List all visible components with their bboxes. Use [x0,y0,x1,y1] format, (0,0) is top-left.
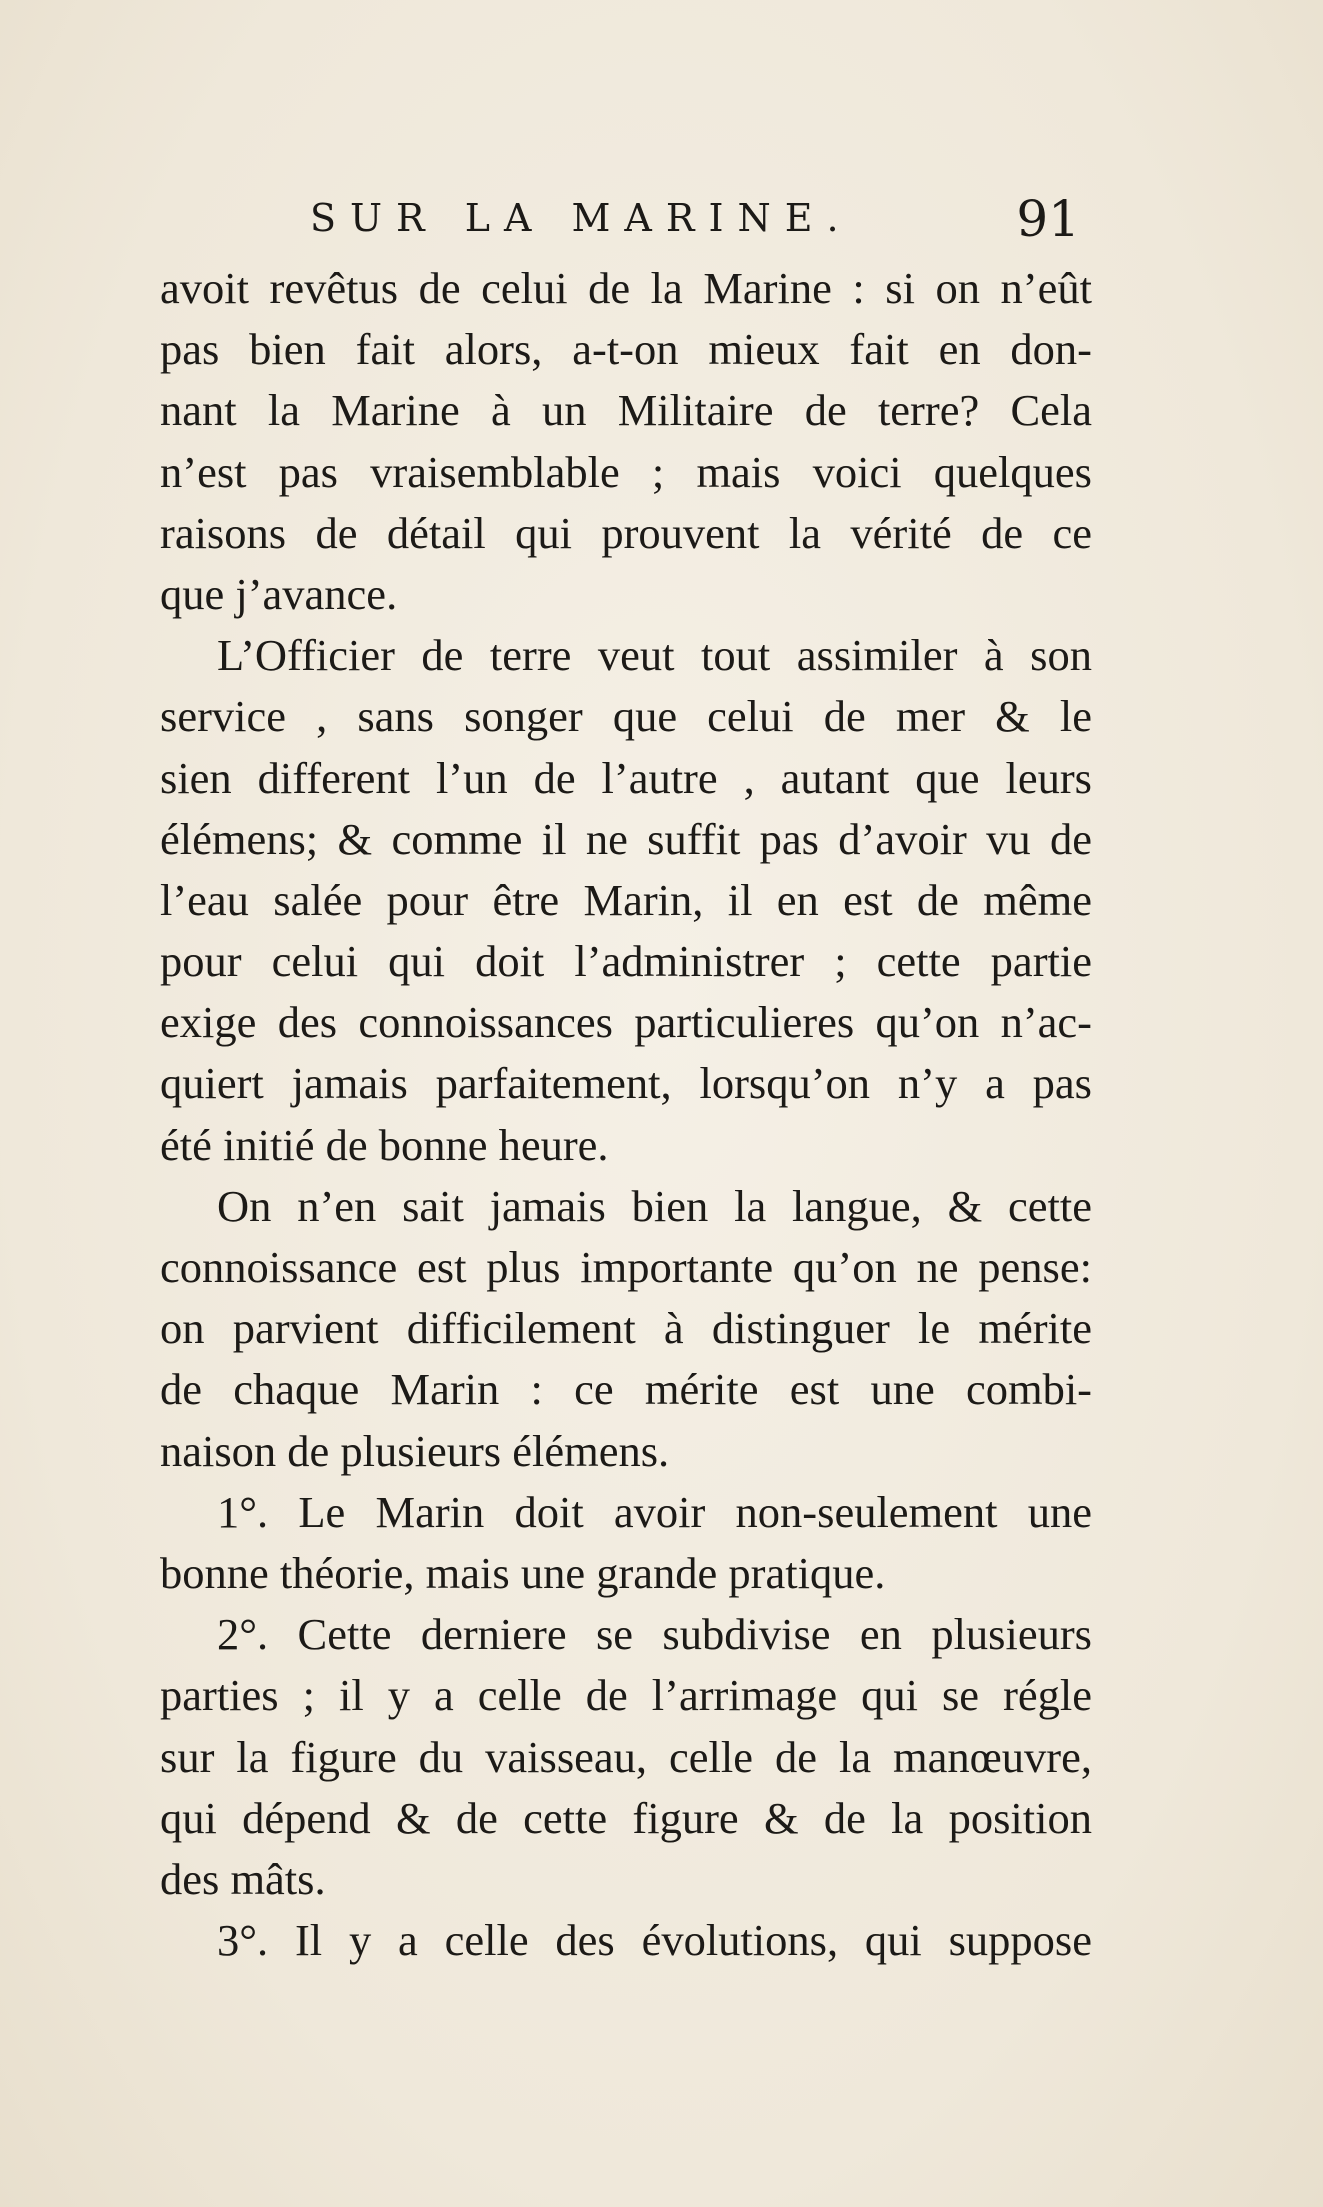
text-line: connoissance est plus importante qu’on ne pense: [160,1242,1092,1292]
text-line: pas bien fait alors, a-t-on mieux fait en don- [160,324,1092,375]
text-line: raisons de détail qui prouvent la vérité de ce [160,507,1092,558]
running-head: SUR LA MARINE. [310,196,853,240]
text-line: exige des connoissances particulieres qu’on n’ac- [160,997,1092,1048]
text-line: sien different l’un de l’autre , autant que leurs [160,752,1092,803]
text-line: élémens; & comme il ne suffit pas d’avoir vu de [160,813,1092,864]
text-line: naison de plusieurs élémens. [160,1425,670,1476]
text-line: On n’en sait jamais bien la langue, & cette [217,1180,1092,1231]
text-line: que j’avance. [160,568,398,619]
text-line: sur la figure du vaisseau, celle de la manœuvre, [160,1731,1092,1782]
text-line: on parvient difficilement à distinguer le mérite [160,1303,1092,1354]
text-line: l’eau salée pour être Marin, il en est de même [160,874,1092,925]
text-line: des mâts. [160,1853,326,1904]
text-line: 1°. Le Marin doit avoir non-seulement une [217,1486,1092,1537]
text-line: de chaque Marin : ce mérite est une combi- [160,1364,1092,1415]
page-header [310,190,1080,250]
text-line: avoit revêtus de celui de la Marine : si on n’eût [160,263,1092,313]
text-line: bonne théorie, mais une grande pratique. [160,1547,886,1598]
body-text [160,258,1092,1971]
text-line: 2°. Cette derniere se subdivise en plusieurs [217,1609,1092,1660]
text-line: service , sans songer que celui de mer & le [160,691,1092,742]
text-line: qui dépend & de cette figure & de la position [160,1792,1092,1843]
text-line: pour celui qui doit l’administrer ; cette partie [160,936,1092,987]
text-line: été initié de bonne heure. [160,1119,609,1170]
text-line: parties ; il y a celle de l’arrimage qui se régle [160,1670,1092,1721]
text-line: 3°. Il y a celle des évolutions, qui suppose [217,1915,1092,1966]
text-line: quiert jamais parfaitement, lorsqu’on n’y a pas [160,1058,1092,1109]
page-number: 91 [1016,190,1080,248]
text-line: nant la Marine à un Militaire de terre? Cela [160,385,1092,436]
text-line: n’est pas vraisemblable ; mais voici quelques [160,446,1092,497]
text-line: L’Officier de terre veut tout assimiler à son [217,630,1092,681]
